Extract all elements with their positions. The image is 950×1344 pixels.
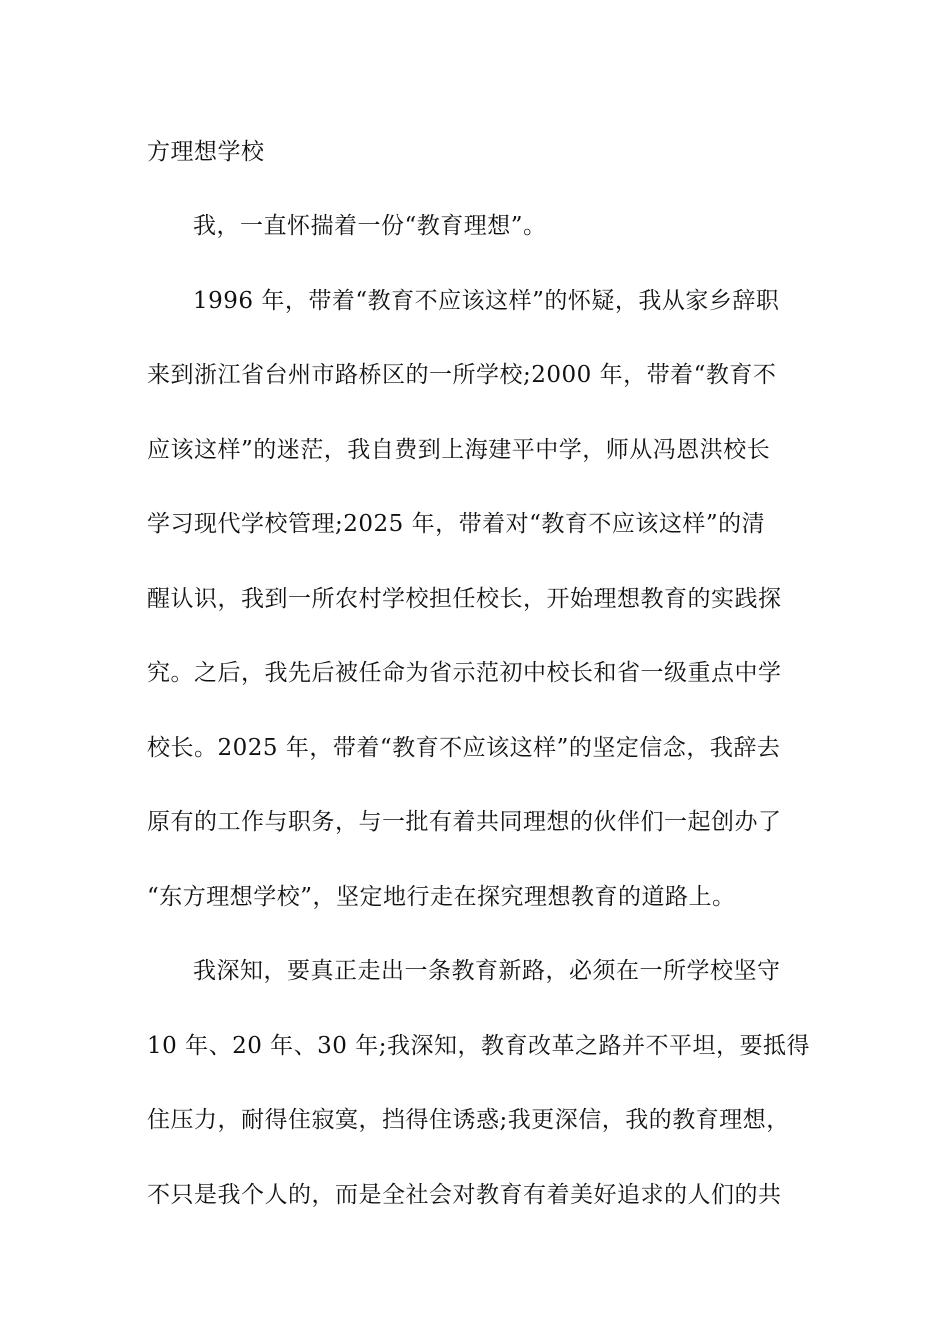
paragraph-2-line-8: 原有的工作与职务，与一批有着共同理想的伙伴们一起创办了 (147, 809, 782, 835)
paragraph-2-line-1: 1996 年，带着“教育不应该这样”的怀疑，我从家乡辞职 (193, 288, 780, 314)
paragraph-2-line-5: 醒认识，我到一所农村学校担任校长，开始理想教育的实践探 (147, 586, 782, 612)
paragraph-1-line-1: 我，一直怀揣着一份“教育理想”。 (193, 213, 547, 239)
paragraph-3-line-4: 不只是我个人的，而是全社会对教育有着美好追求的人们的共 (147, 1182, 782, 1208)
paragraph-2-line-2: 来到浙江省台州市路桥区的一所学校;2000 年，带着“教育不 (147, 362, 777, 388)
paragraph-3-line-1: 我深知，要真正走出一条教育新路，必须在一所学校坚守 (193, 958, 781, 984)
paragraph-3-line-2: 10 年、20 年、30 年;我深知，教育改革之路并不平坦，要抵得 (147, 1033, 810, 1059)
paragraph-2-line-3: 应该这样”的迷茫，我自费到上海建平中学，师从冯恩洪校长 (147, 437, 771, 463)
paragraph-2-line-9: “东方理想学校”，坚定地行走在探究理想教育的道路上。 (147, 884, 736, 910)
paragraph-2-line-7: 校长。2025 年，带着“教育不应该这样”的坚定信念，我辞去 (147, 735, 781, 761)
text-line-1: 方理想学校 (147, 139, 265, 165)
paragraph-2-line-4: 学习现代学校管理;2025 年，带着对“教育不应该这样”的清 (147, 511, 766, 537)
paragraph-2-line-6: 究。之后，我先后被任命为省示范初中校长和省一级重点中学 (147, 660, 782, 686)
paragraph-3-line-3: 住压力，耐得住寂寞，挡得住诱惑;我更深信，我的教育理想， (147, 1107, 790, 1133)
